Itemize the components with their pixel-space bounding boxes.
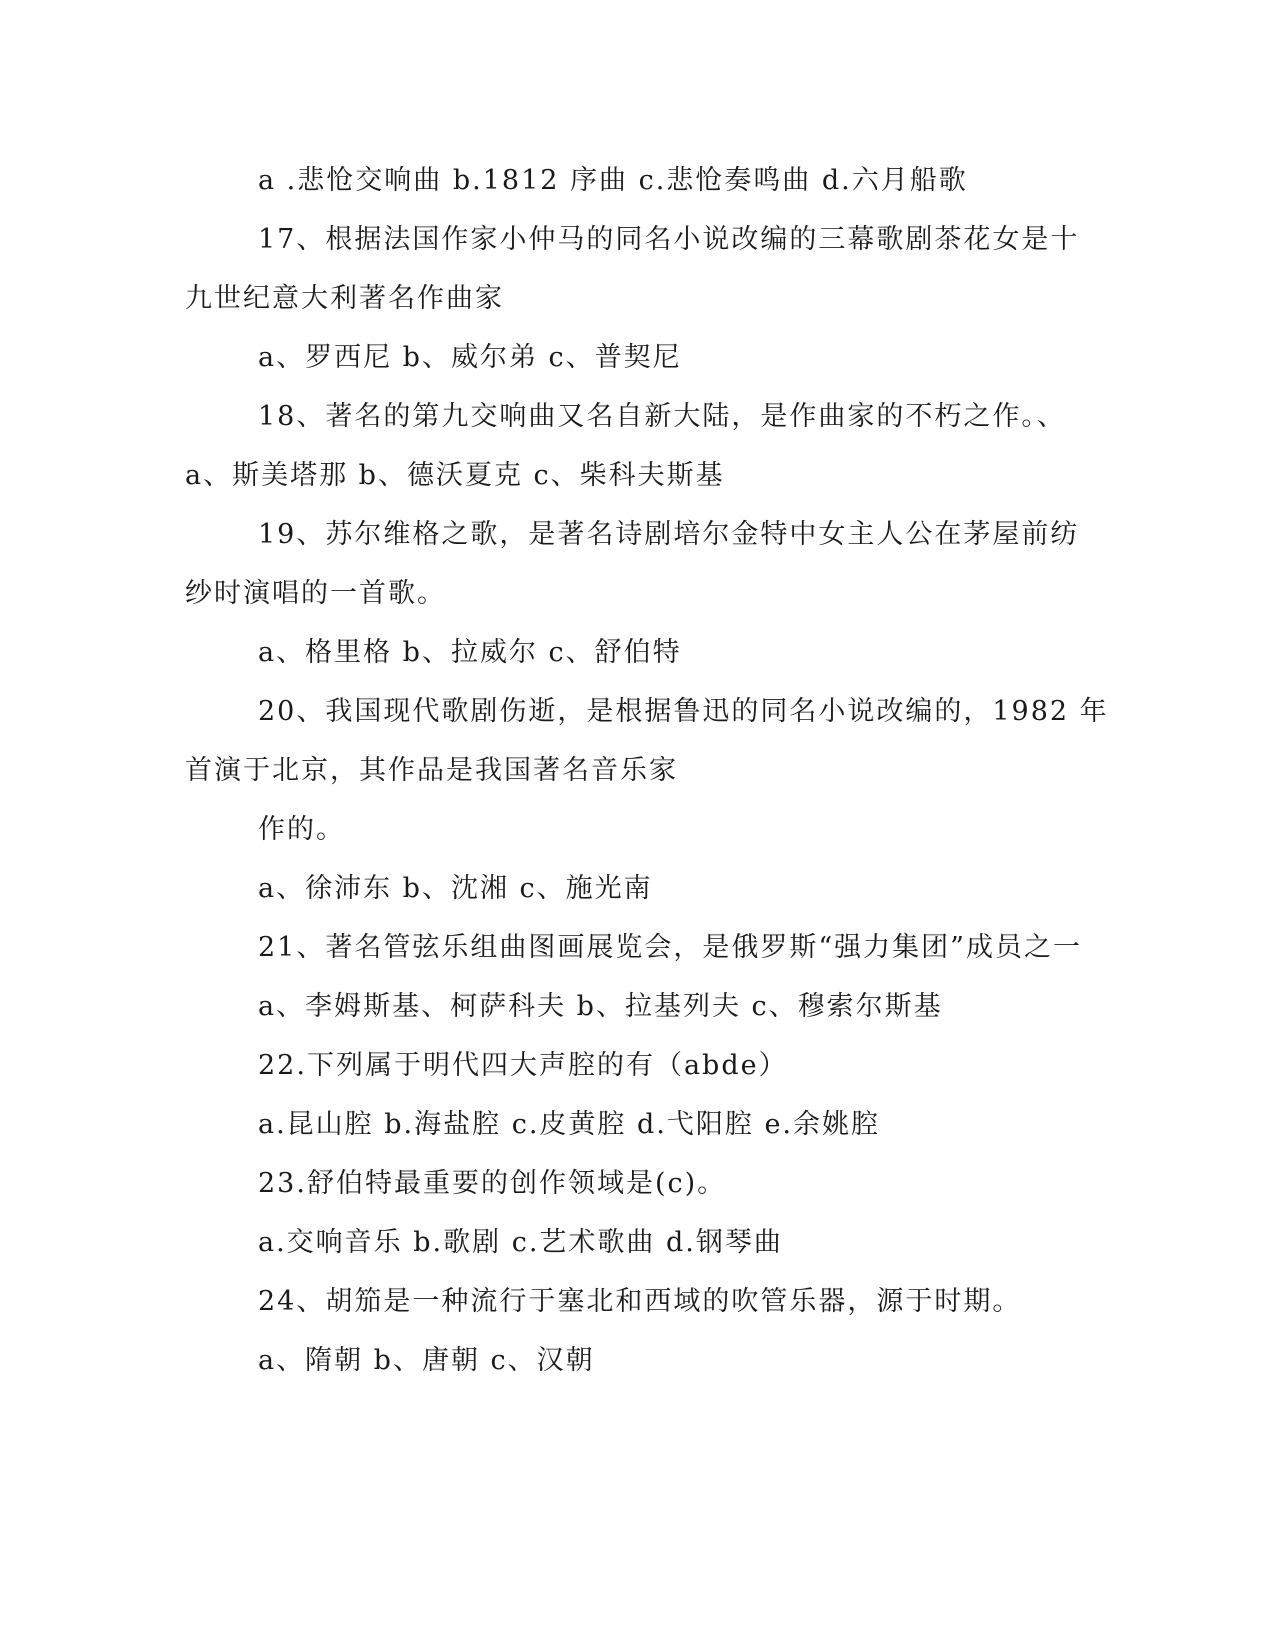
option-line-q23: a.交响音乐 b.歌剧 c.艺术歌曲 d.钢琴曲	[258, 1227, 783, 1258]
option-line-q22: a.昆山腔 b.海盐腔 c.皮黄腔 d.弋阳腔 e.余姚腔	[258, 1109, 881, 1140]
option-line-q21: a、李姆斯基、柯萨科夫 b、拉基列夫 c、穆索尔斯基	[258, 991, 943, 1022]
question-19-line-1: 19、苏尔维格之歌，是著名诗剧培尔金特中女主人公在茅屋前纺	[258, 519, 1080, 550]
option-line-q20: a、徐沛东 b、沈湘 c、施光南	[258, 873, 653, 904]
option-line-q24: a、隋朝 b、唐朝 c、汉朝	[258, 1345, 595, 1376]
question-19-line-2: 纱时演唱的一首歌。	[185, 578, 446, 609]
question-24-line: 24、胡笳是一种流行于塞北和西域的吹管乐器，源于时期。	[258, 1286, 1022, 1317]
option-line-q18: a、斯美塔那 b、德沃夏克 c、柴科夫斯基	[185, 460, 725, 491]
option-line-q17: a、罗西尼 b、威尔弟 c、普契尼	[258, 342, 682, 373]
question-22-line: 22.下列属于明代四大声腔的有（abde）	[258, 1050, 788, 1081]
question-18-line: 18、著名的第九交响曲又名自新大陆，是作曲家的不朽之作。、	[258, 401, 1066, 432]
question-21-line: 21、著名管弦乐组曲图画展览会，是俄罗斯“强力集团”成员之一	[258, 932, 1082, 963]
question-17-line-1: 17、根据法国作家小仲马的同名小说改编的三幕歌剧茶花女是十	[258, 224, 1080, 255]
option-line-q16: a .悲怆交响曲 b.1812 序曲 c.悲怆奏鸣曲 d.六月船歌	[258, 165, 968, 196]
question-20-line-3: 作的。	[258, 814, 345, 845]
option-line-q19: a、格里格 b、拉威尔 c、舒伯特	[258, 637, 682, 668]
question-17-line-2: 九世纪意大利著名作曲家	[185, 283, 504, 314]
question-20-line-2: 首演于北京，其作品是我国著名音乐家	[185, 755, 678, 786]
question-23-line: 23.舒伯特最重要的创作领域是(c)。	[258, 1168, 727, 1199]
question-20-line-1: 20、我国现代歌剧伤逝，是根据鲁迅的同名小说改编的，1982 年	[258, 696, 1109, 727]
